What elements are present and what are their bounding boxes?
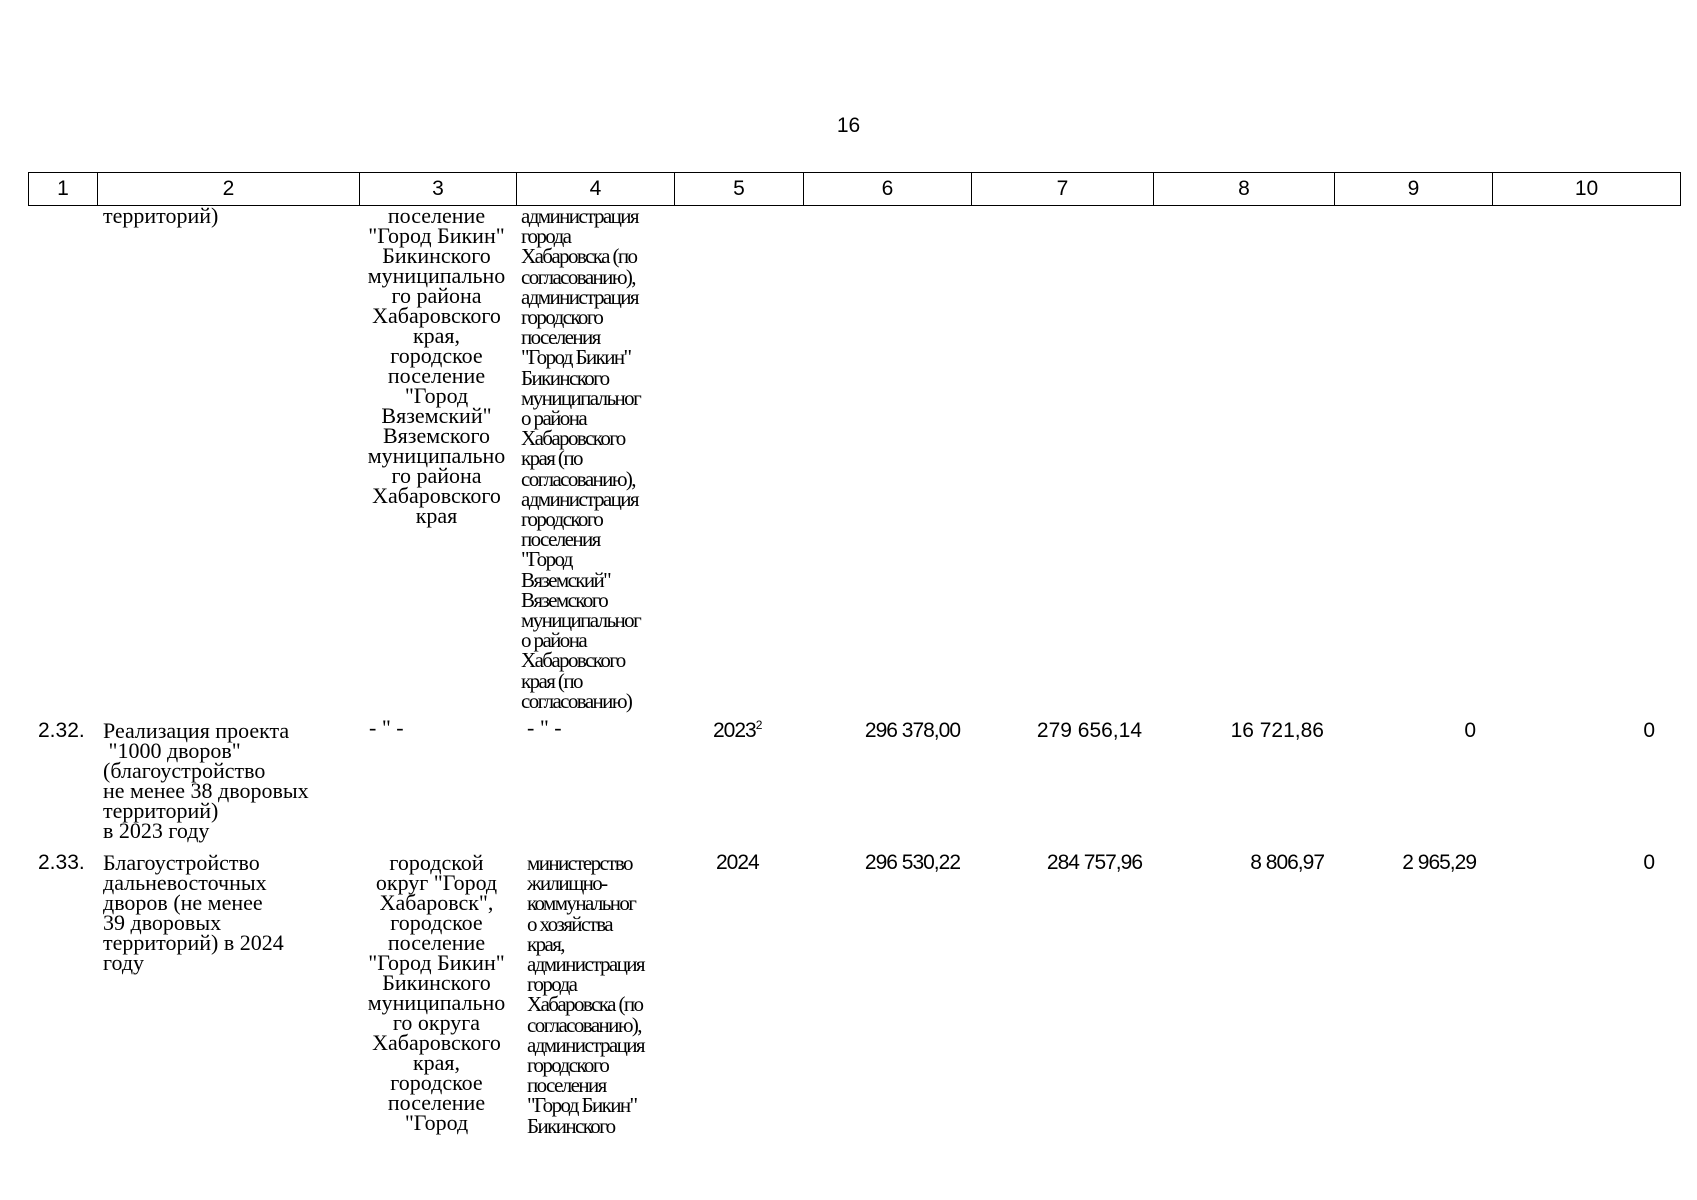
row-2-32-name: Реализация проекта "1000 дворов" (благоустройство не менее 38 дворовых территорий) в 2023 году [103, 718, 309, 843]
header-col-2: 2 [98, 173, 360, 206]
row-2-32-year: 2023$^2$ [713, 718, 762, 742]
header-col-10: 10 [1493, 173, 1681, 206]
row-2-32-executor: - " - [527, 715, 562, 740]
header-col-4: 4 [517, 173, 675, 206]
header-col-3: 3 [360, 173, 517, 206]
header-col-8: 8 [1154, 173, 1335, 206]
row-2-33-col9: 2 965,29 [1402, 851, 1476, 874]
continuation-name: территорий) [103, 203, 219, 228]
row-2-32-participants: - " - [369, 715, 404, 740]
row-2-33-col10: 0 [1643, 851, 1655, 874]
page-number: 16 [836, 114, 861, 137]
row-2-33-name: Благоустройство дальневосточных дворов (не менее 39 дворовых территорий) в 2024 году [103, 850, 284, 975]
header-col-9: 9 [1335, 173, 1493, 206]
row-2-33-col8: 8 806,97 [1250, 851, 1324, 874]
row-2-33-number: 2.33. [38, 851, 85, 874]
row-2-32-col8: 16 721,86 [1230, 719, 1324, 742]
row-2-32-year-footnote: 2 [755, 718, 762, 732]
row-2-32-total: 296 378,00 [864, 719, 960, 742]
row-2-32-number: 2.32. [38, 719, 85, 742]
continuation-executors: администрация города Хабаровска (по согласованию), администрация городского поселения "Город Бикин" Бикинского муниципальног о района Хабаровского края (по согласованию), администрация городского поселения "Город Вяземский" Вяземского муниципальног о района Хабаровского края (по согласованию) [521, 204, 641, 713]
row-2-33-total: 296 530,22 [864, 851, 960, 874]
column-number-header [28, 172, 1681, 206]
header-col-6: 6 [804, 173, 972, 206]
row-2-32-col10: 0 [1643, 719, 1655, 742]
row-2-33-participants: городской округ "Город Хабаровск", городское поселение "Город Бикин" Бикинского муниципально го округа Хабаровского края, городское поселение "Город [367, 850, 506, 1135]
continuation-participants: поселение "Город Бикин" Бикинского муниципально го района Хабаровского края, городское поселение "Город Вяземский" Вяземского муниципально го района Хабаровского края [367, 203, 506, 528]
row-2-33-col7: 284 757,96 [1046, 851, 1142, 874]
row-2-32-col9: 0 [1464, 719, 1476, 742]
header-col-5: 5 [675, 173, 804, 206]
row-2-33-executor: министерство жилищно- коммунальног о хозяйства края, администрация города Хабаровска (по согласованию), администрация городского поселения "Город Бикин" Бикинского [527, 851, 644, 1138]
header-col-7: 7 [972, 173, 1154, 206]
row-2-33-year: 2024 [716, 851, 759, 874]
row-2-32-col7: 279 656,14 [1036, 719, 1142, 742]
header-col-1: 1 [29, 173, 98, 206]
